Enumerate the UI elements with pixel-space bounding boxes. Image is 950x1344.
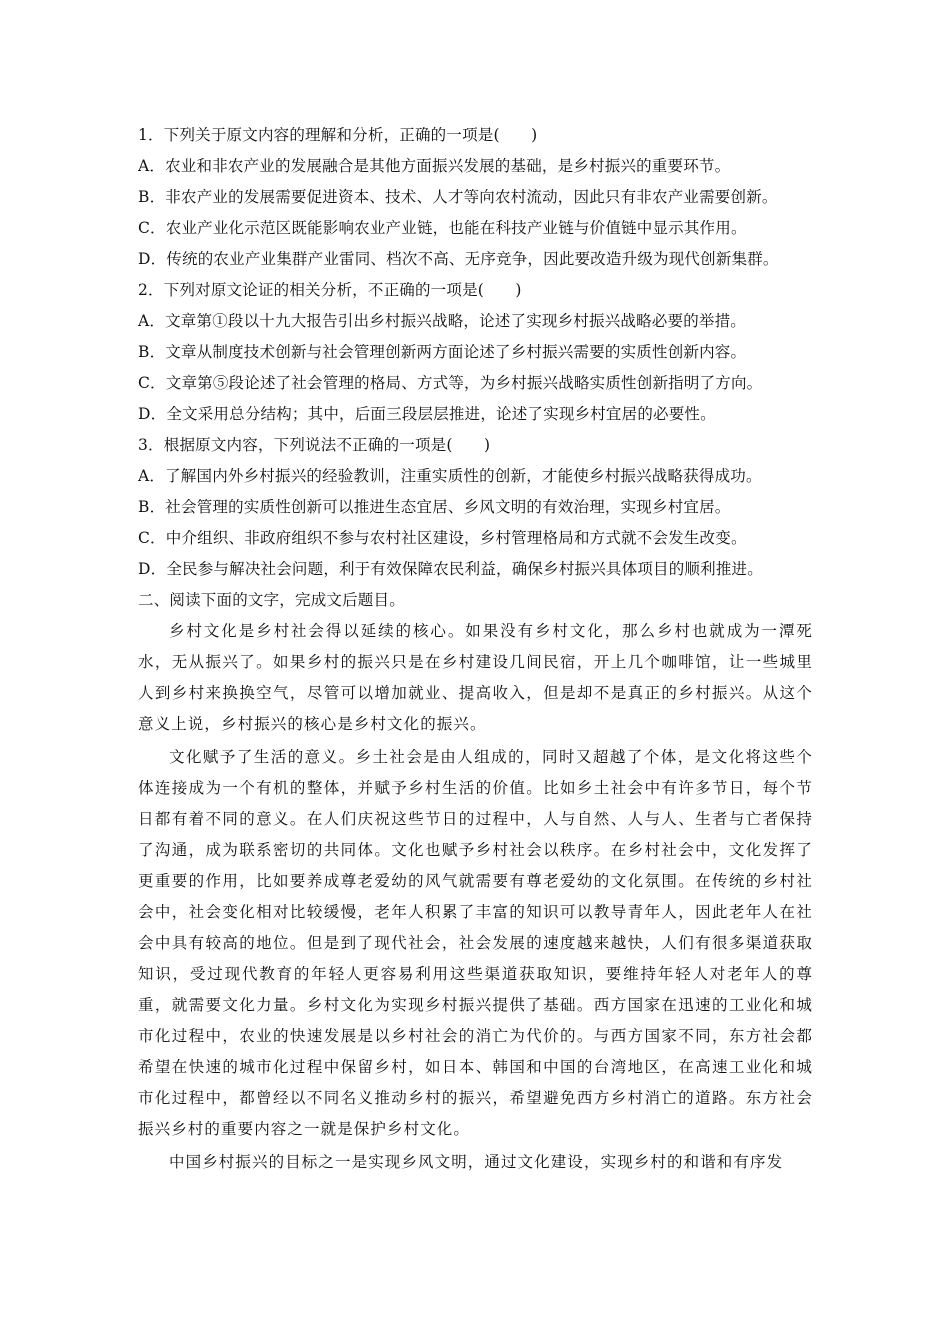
passage-paragraph: 文化赋予了生活的意义。乡土社会是由人组成的，同时又超越了个体，是文化将这些个体连接成为一个有机的整体，并赋予乡村生活的价值。比如乡土社会中有许多节日，每个节日都有着不同的意义。在人们庆祝这些节日的过程中，人与自然、人与人、生者与亡者保持了沟通，成为联系密切的共同体。文化也赋予乡村社会以秩序。在乡村社会中，文化发挥了更重要的作用，比如要养成尊老爱幼的风气就需要有尊老爱幼的文化氛围。在传统的乡村社会中，社会变化相对比较缓慢，老年人积累了丰富的知识可以教导青年人，因此老年人在社会中具有较高的地位。但是到了现代社会，社会发展的速度越来越快，人们有很多渠道获取知识，受过现代教育的年轻人更容易利用这些渠道获取知识，要维持年轻人对老年人的尊重，就需要文化力量。乡村文化为实现乡村振兴提供了基础。西方国家在迅速的工业化和城市化过程中，农业的快速发展是以乡村社会的消亡为代价的。与西方国家不同，东方社会都希望在快速的城市化过程中保留乡村，如日本、韩国和中国的台湾地区，在高速工业化和城市化过程中，都曾经以不同名义推动乡村的振兴，希望避免西方乡村消亡的道路。东方社会振兴乡村的重要内容之一就是保护乡村文化。 — [138, 748, 813, 1138]
passage-paragraph: 中国乡村振兴的目标之一是实现乡风文明，通过文化建设，实现乡村的和谐和有序发 — [169, 1153, 784, 1171]
option-c: C．农业产业化示范区既能影响农业产业链，也能在科技产业链与价值链中显示其作用。 — [138, 219, 747, 237]
passage-paragraph: 乡村文化是乡村社会得以延续的核心。如果没有乡村文化，那么乡村也就成为一潭死水，无从振兴了。如果乡村的振兴只是在乡村建设几间民宿，开上几个咖啡馆，让一些城里人到乡村来换换空气，尽管可以增加就业、提高收入，但是却不是真正的乡村振兴。从这个意义上说，乡村振兴的核心是乡村文化的振兴。 — [138, 622, 813, 733]
option-d: D．全民参与解决社会问题，利于有效保障农民利益，确保乡村振兴具体项目的顺利推进。 — [138, 560, 763, 578]
option-d: D．全文采用总分结构；其中，后面三段层层推进，论述了实现乡村宜居的必要性。 — [138, 405, 716, 423]
reading-passage — [138, 616, 813, 1178]
section-heading: 二、阅读下面的文字，完成文后题目。 — [138, 591, 405, 609]
question-stem: 1．下列关于原文内容的理解和分析，正确的一项是( ) — [138, 126, 538, 144]
option-a: A．了解国内外乡村振兴的经验教训，注重实质性的创新，才能使乡村振兴战略获得成功。 — [138, 467, 762, 485]
option-a: A．农业和非农产业的发展融合是其他方面振兴发展的基础，是乡村振兴的重要环节。 — [138, 157, 731, 175]
option-c: C．文章第⑤段论述了社会管理的格局、方式等，为乡村振兴战略实质性创新指明了方向。 — [138, 374, 763, 392]
document-page — [138, 120, 813, 1180]
question-2 — [138, 275, 813, 430]
option-d: D．传统的农业产业集群产业雷同、档次不高、无序竞争，因此要改造升级为现代创新集群。 — [138, 250, 779, 268]
option-b: B．文章从制度技术创新与社会管理创新两方面论述了乡村振兴需要的实质性创新内容。 — [138, 343, 747, 361]
option-b: B．非农产业的发展需要促进资本、技术、人才等向农村流动，因此只有非农产业需要创新。 — [138, 188, 778, 206]
question-stem: 3．根据原文内容，下列说法不正确的一项是( ) — [138, 436, 491, 454]
option-b: B．社会管理的实质性创新可以推进生态宜居、乡风文明的有效治理，实现乡村宜居。 — [138, 498, 731, 516]
option-a: A．文章第①段以十九大报告引出乡村振兴战略，论述了实现乡村振兴战略必要的举措。 — [138, 312, 746, 330]
option-c: C．中介组织、非政府组织不参与农村社区建设，乡村管理格局和方式就不会发生改变。 — [138, 529, 747, 547]
question-3 — [138, 430, 813, 585]
question-stem: 2．下列对原文论证的相关分析，不正确的一项是( ) — [138, 281, 522, 299]
question-1 — [138, 120, 813, 275]
